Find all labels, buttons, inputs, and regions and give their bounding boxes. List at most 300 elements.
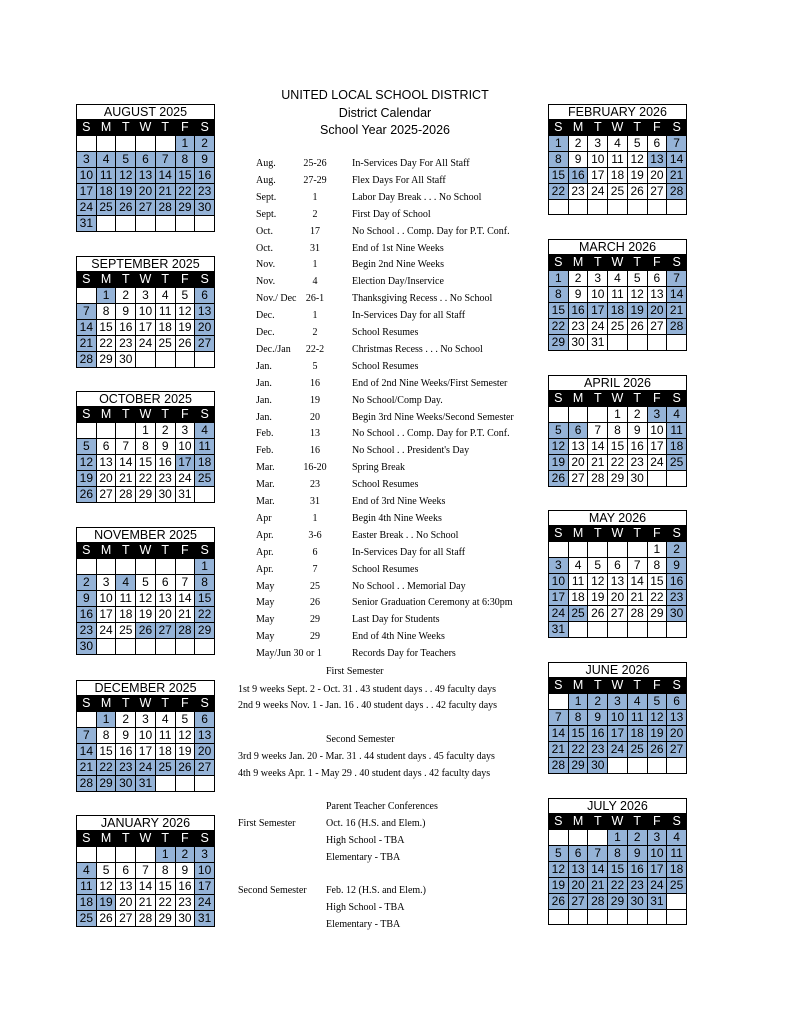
week-row (549, 542, 687, 558)
empty-day-cell (77, 136, 97, 152)
day-cell: 16 (568, 168, 588, 184)
day-cell: 1 (195, 559, 215, 575)
day-cell: 31 (588, 335, 608, 351)
day-cell: 28 (627, 606, 647, 622)
day-cell: 22 (155, 895, 175, 911)
day-cell: 6 (667, 694, 687, 710)
day-cell: 8 (136, 439, 156, 455)
day-cell: 22 (568, 742, 588, 758)
day-cell: 24 (608, 742, 628, 758)
empty-day-cell (627, 622, 647, 638)
weekday-label: S (667, 814, 687, 830)
week-row (77, 184, 215, 200)
day-cell: 28 (588, 894, 608, 910)
weekday-label: W (608, 391, 628, 407)
event-description: Election Day/Inservice (352, 276, 444, 288)
event-date: 17 (310, 225, 320, 237)
day-cell: 5 (588, 558, 608, 574)
day-cell: 30 (568, 335, 588, 351)
day-cell: 28 (136, 911, 156, 927)
weekday-label: S (195, 543, 215, 559)
empty-day-cell (116, 216, 136, 232)
empty-day-cell (155, 559, 175, 575)
empty-day-cell (608, 542, 628, 558)
empty-day-cell (568, 200, 588, 215)
week-row (77, 847, 215, 863)
week-row (77, 455, 215, 471)
day-cell: 9 (588, 710, 608, 726)
day-cell: 5 (627, 136, 647, 152)
day-cell: 11 (195, 439, 215, 455)
event-description: Spring Break (352, 462, 406, 474)
event-date: 26 (310, 597, 320, 609)
day-cell: 27 (195, 760, 215, 776)
day-cell: 20 (96, 471, 116, 487)
day-cell: 23 (568, 184, 588, 200)
empty-day-cell (136, 559, 156, 575)
day-cell: 24 (647, 878, 667, 894)
weekday-header-row (549, 678, 687, 694)
event-date: 7 (312, 563, 318, 575)
empty-day-cell (116, 136, 136, 152)
day-cell: 11 (627, 710, 647, 726)
day-cell: 11 (116, 591, 136, 607)
weekday-label: T (116, 272, 136, 288)
weekday-label: W (608, 526, 628, 542)
day-cell: 16 (195, 168, 215, 184)
day-cell: 17 (588, 168, 608, 184)
day-cell: 8 (549, 287, 569, 303)
day-cell: 21 (627, 590, 647, 606)
weekday-label: M (568, 255, 588, 271)
day-cell: 23 (175, 895, 195, 911)
week-row (77, 320, 215, 336)
weekday-header-row (549, 255, 687, 271)
day-cell: 1 (647, 542, 667, 558)
day-cell: 28 (549, 758, 569, 774)
month-calendar (76, 391, 215, 503)
day-cell: 12 (647, 710, 667, 726)
empty-day-cell (549, 694, 569, 710)
empty-day-cell (647, 471, 667, 487)
day-cell: 24 (588, 184, 608, 200)
weekday-label: T (627, 391, 647, 407)
event-description: School Resumes (352, 563, 419, 575)
event-month: May (256, 597, 275, 609)
day-cell: 4 (116, 575, 136, 591)
empty-day-cell (667, 758, 687, 774)
week-row (77, 439, 215, 455)
weekday-label: S (667, 391, 687, 407)
day-cell: 27 (136, 200, 156, 216)
event-description: Begin 4th Nine Weeks (352, 512, 442, 524)
day-cell: 6 (155, 575, 175, 591)
day-cell: 24 (647, 455, 667, 471)
event-month: Apr. (256, 546, 274, 558)
weekday-label: T (627, 814, 647, 830)
day-cell: 10 (77, 168, 97, 184)
day-cell: 31 (195, 911, 215, 927)
day-cell: 12 (77, 455, 97, 471)
empty-day-cell (667, 200, 687, 215)
event-month: Oct. (256, 225, 273, 237)
empty-day-cell (116, 559, 136, 575)
day-cell: 14 (627, 574, 647, 590)
day-cell: 8 (96, 304, 116, 320)
day-cell: 12 (627, 287, 647, 303)
event-month: Mar. (256, 496, 275, 507)
weekday-label: M (568, 120, 588, 136)
day-cell: 17 (96, 607, 116, 623)
event-description: End of 3rd Nine Weeks (352, 496, 446, 507)
event-description: In-Services Day for all Staff (352, 310, 466, 322)
day-cell: 1 (175, 136, 195, 152)
calendar-grid (76, 271, 215, 368)
day-cell: 18 (155, 320, 175, 336)
day-cell: 30 (116, 352, 136, 368)
day-cell: 1 (155, 847, 175, 863)
month-calendar (76, 815, 215, 927)
event-month: Dec. (256, 327, 275, 338)
day-cell: 5 (116, 152, 136, 168)
event-date: 27-29 (303, 174, 327, 186)
day-cell: 30 (195, 200, 215, 216)
day-cell: 26 (175, 760, 195, 776)
empty-day-cell (588, 407, 608, 423)
day-cell: 26 (96, 911, 116, 927)
day-cell: 28 (667, 319, 687, 335)
day-cell: 12 (96, 879, 116, 895)
day-cell: 18 (627, 726, 647, 742)
day-cell: 6 (568, 423, 588, 439)
event-description: Thanksgiving Recess . . No School (352, 293, 493, 305)
day-cell: 28 (667, 184, 687, 200)
weekday-label: F (647, 814, 667, 830)
day-cell: 11 (608, 287, 628, 303)
day-cell: 14 (77, 744, 97, 760)
calendar-grid (76, 830, 215, 927)
event-description: Records Day for Teachers (352, 648, 456, 660)
day-cell: 3 (77, 152, 97, 168)
day-cell: 9 (627, 423, 647, 439)
event-month: Nov. (256, 276, 276, 288)
day-cell: 8 (608, 423, 628, 439)
weekday-label: T (155, 831, 175, 847)
event-month: Mar. (256, 479, 275, 491)
weekday-label: T (588, 678, 608, 694)
day-cell: 1 (568, 694, 588, 710)
week-row (549, 878, 687, 894)
empty-day-cell (96, 559, 116, 575)
day-cell: 9 (667, 558, 687, 574)
empty-day-cell (96, 136, 116, 152)
day-cell: 19 (549, 878, 569, 894)
day-cell: 9 (155, 439, 175, 455)
day-cell: 16 (116, 744, 136, 760)
week-row (549, 423, 687, 439)
day-cell: 23 (116, 336, 136, 352)
day-cell: 10 (647, 846, 667, 862)
empty-day-cell (136, 352, 156, 368)
day-cell: 19 (136, 607, 156, 623)
event-date: 13 (310, 428, 320, 440)
event-month: May (256, 614, 275, 626)
empty-day-cell (175, 776, 195, 792)
day-cell: 10 (136, 304, 156, 320)
month-name: JUNE 2026 (548, 662, 687, 677)
weekday-label: M (96, 696, 116, 712)
weekday-label: W (136, 696, 156, 712)
weekday-label: F (175, 543, 195, 559)
empty-day-cell (195, 487, 215, 503)
month-name: OCTOBER 2025 (76, 391, 215, 406)
day-cell: 12 (588, 574, 608, 590)
day-cell: 20 (155, 607, 175, 623)
week-row (549, 590, 687, 606)
day-cell: 29 (96, 352, 116, 368)
day-cell: 30 (116, 776, 136, 792)
day-cell: 30 (667, 606, 687, 622)
week-row (77, 487, 215, 503)
month-calendar (548, 104, 687, 215)
event-date: 5 (312, 360, 318, 372)
month-name: SEPTEMBER 2025 (76, 256, 215, 271)
day-cell: 6 (195, 288, 215, 304)
day-cell: 18 (77, 895, 97, 911)
empty-day-cell (588, 830, 608, 846)
day-cell: 27 (195, 336, 215, 352)
day-cell: 4 (667, 830, 687, 846)
empty-day-cell (549, 200, 569, 215)
empty-day-cell (195, 216, 215, 232)
day-cell: 18 (195, 455, 215, 471)
month-name: JANUARY 2026 (76, 815, 215, 830)
weekday-label: M (96, 120, 116, 136)
day-cell: 25 (627, 742, 647, 758)
day-cell: 22 (549, 319, 569, 335)
calendar-grid (76, 695, 215, 792)
day-cell: 9 (116, 728, 136, 744)
day-cell: 16 (77, 607, 97, 623)
week-row (549, 439, 687, 455)
event-description: Last Day for Students (352, 614, 440, 626)
district-name: UNITED LOCAL SCHOOL DISTRICT (281, 88, 489, 102)
weekday-label: M (568, 678, 588, 694)
week-row (77, 895, 215, 911)
weekday-label: S (195, 831, 215, 847)
day-cell: 23 (627, 878, 647, 894)
week-row (549, 606, 687, 622)
event-description: In-Services Day For All Staff (352, 158, 470, 169)
event-description: Flex Days For All Staff (352, 174, 446, 186)
empty-day-cell (608, 335, 628, 351)
day-cell: 25 (116, 623, 136, 639)
event-month: Aug. (256, 174, 276, 186)
event-date: 1 (312, 191, 318, 203)
weekday-label: F (175, 407, 195, 423)
day-cell: 5 (647, 694, 667, 710)
day-cell: 25 (77, 911, 97, 927)
day-cell: 28 (175, 623, 195, 639)
event-month: Apr. (256, 563, 274, 575)
event-month: Jan. (256, 360, 272, 372)
day-cell: 28 (155, 200, 175, 216)
conference-line: Elementary - TBA (326, 852, 401, 863)
weekday-label: T (627, 678, 647, 694)
day-cell: 27 (568, 894, 588, 910)
day-cell: 23 (588, 742, 608, 758)
day-cell: 22 (549, 184, 569, 200)
day-cell: 31 (175, 487, 195, 503)
empty-day-cell (647, 758, 667, 774)
weekday-label: T (155, 543, 175, 559)
weekday-label: T (627, 526, 647, 542)
day-cell: 19 (627, 303, 647, 319)
week-row (77, 591, 215, 607)
week-row (549, 200, 687, 215)
weekday-header-row (77, 543, 215, 559)
event-date: 26-1 (305, 293, 325, 305)
empty-day-cell (116, 639, 136, 655)
day-cell: 29 (175, 200, 195, 216)
empty-day-cell (588, 200, 608, 215)
day-cell: 5 (175, 288, 195, 304)
week-row (77, 136, 215, 152)
day-cell: 27 (647, 319, 667, 335)
empty-day-cell (136, 847, 156, 863)
day-cell: 26 (549, 894, 569, 910)
weekday-label: F (175, 120, 195, 136)
day-cell: 10 (136, 728, 156, 744)
day-cell: 12 (549, 862, 569, 878)
weekday-label: S (549, 814, 569, 830)
day-cell: 5 (77, 439, 97, 455)
day-cell: 22 (647, 590, 667, 606)
day-cell: 9 (195, 152, 215, 168)
day-cell: 27 (647, 184, 667, 200)
day-cell: 17 (608, 726, 628, 742)
calendar-grid (76, 406, 215, 503)
weekday-label: W (136, 543, 156, 559)
day-cell: 15 (568, 726, 588, 742)
weekday-label: T (155, 407, 175, 423)
day-cell: 24 (195, 895, 215, 911)
event-date: 16-20 (303, 462, 327, 474)
empty-day-cell (549, 910, 569, 925)
weekday-header-row (77, 696, 215, 712)
day-cell: 5 (96, 863, 116, 879)
month-calendar (548, 375, 687, 487)
event-description: No School . . Comp. Day for P.T. Conf. (352, 225, 510, 237)
event-month: Feb. (256, 445, 274, 457)
day-cell: 13 (667, 710, 687, 726)
day-cell: 25 (96, 200, 116, 216)
day-cell: 9 (568, 287, 588, 303)
day-cell: 30 (77, 639, 97, 655)
day-cell: 6 (647, 271, 667, 287)
day-cell: 1 (549, 271, 569, 287)
event-date: 2 (312, 208, 318, 220)
weekday-label: T (627, 255, 647, 271)
empty-day-cell (77, 712, 97, 728)
weekday-label: S (549, 391, 569, 407)
day-cell: 29 (136, 487, 156, 503)
day-cell: 11 (667, 423, 687, 439)
week-row (77, 288, 215, 304)
day-cell: 2 (568, 271, 588, 287)
day-cell: 24 (136, 760, 156, 776)
semester-line: 2nd 9 weeks Nov. 1 - Jan. 16 . 40 student days . . 42 faculty days (238, 700, 498, 711)
event-month: May/Jun 30 or 1 (256, 648, 322, 660)
day-cell: 23 (116, 760, 136, 776)
weekday-label: T (588, 391, 608, 407)
weekday-label: W (136, 831, 156, 847)
week-row (549, 407, 687, 423)
empty-day-cell (77, 559, 97, 575)
weekday-label: T (116, 831, 136, 847)
weekday-label: S (77, 831, 97, 847)
day-cell: 25 (608, 184, 628, 200)
week-row (549, 287, 687, 303)
empty-day-cell (136, 136, 156, 152)
event-description: Senior Graduation Ceremony at 6:30pm (352, 597, 513, 609)
day-cell: 5 (136, 575, 156, 591)
week-row (549, 758, 687, 774)
day-cell: 20 (608, 590, 628, 606)
weekday-label: F (175, 272, 195, 288)
empty-day-cell (155, 216, 175, 232)
week-row (549, 894, 687, 910)
day-cell: 3 (608, 694, 628, 710)
day-cell: 26 (77, 487, 97, 503)
weekday-label: S (549, 526, 569, 542)
empty-day-cell (155, 639, 175, 655)
week-row (549, 184, 687, 200)
weekday-label: W (136, 120, 156, 136)
empty-day-cell (195, 776, 215, 792)
weekday-label: S (77, 120, 97, 136)
empty-day-cell (96, 639, 116, 655)
day-cell: 3 (549, 558, 569, 574)
day-cell: 16 (667, 574, 687, 590)
conference-line: Feb. 12 (H.S. and Elem.) (326, 885, 426, 896)
weekday-label: M (96, 831, 116, 847)
day-cell: 10 (608, 710, 628, 726)
day-cell: 26 (175, 336, 195, 352)
day-cell: 14 (77, 320, 97, 336)
day-cell: 13 (195, 728, 215, 744)
event-description: School Resumes (352, 327, 419, 338)
event-description: School Resumes (352, 479, 419, 491)
day-cell: 14 (175, 591, 195, 607)
event-date: 1 (312, 310, 318, 322)
day-cell: 29 (195, 623, 215, 639)
first-semester-label: First Semester (238, 818, 296, 829)
day-cell: 12 (549, 439, 569, 455)
day-cell: 17 (195, 879, 215, 895)
empty-day-cell (608, 910, 628, 925)
day-cell: 18 (155, 744, 175, 760)
empty-day-cell (667, 894, 687, 910)
day-cell: 24 (588, 319, 608, 335)
empty-day-cell (627, 335, 647, 351)
day-cell: 3 (175, 423, 195, 439)
day-cell: 16 (116, 320, 136, 336)
week-row (549, 862, 687, 878)
week-row (77, 760, 215, 776)
empty-day-cell (175, 639, 195, 655)
empty-day-cell (568, 407, 588, 423)
